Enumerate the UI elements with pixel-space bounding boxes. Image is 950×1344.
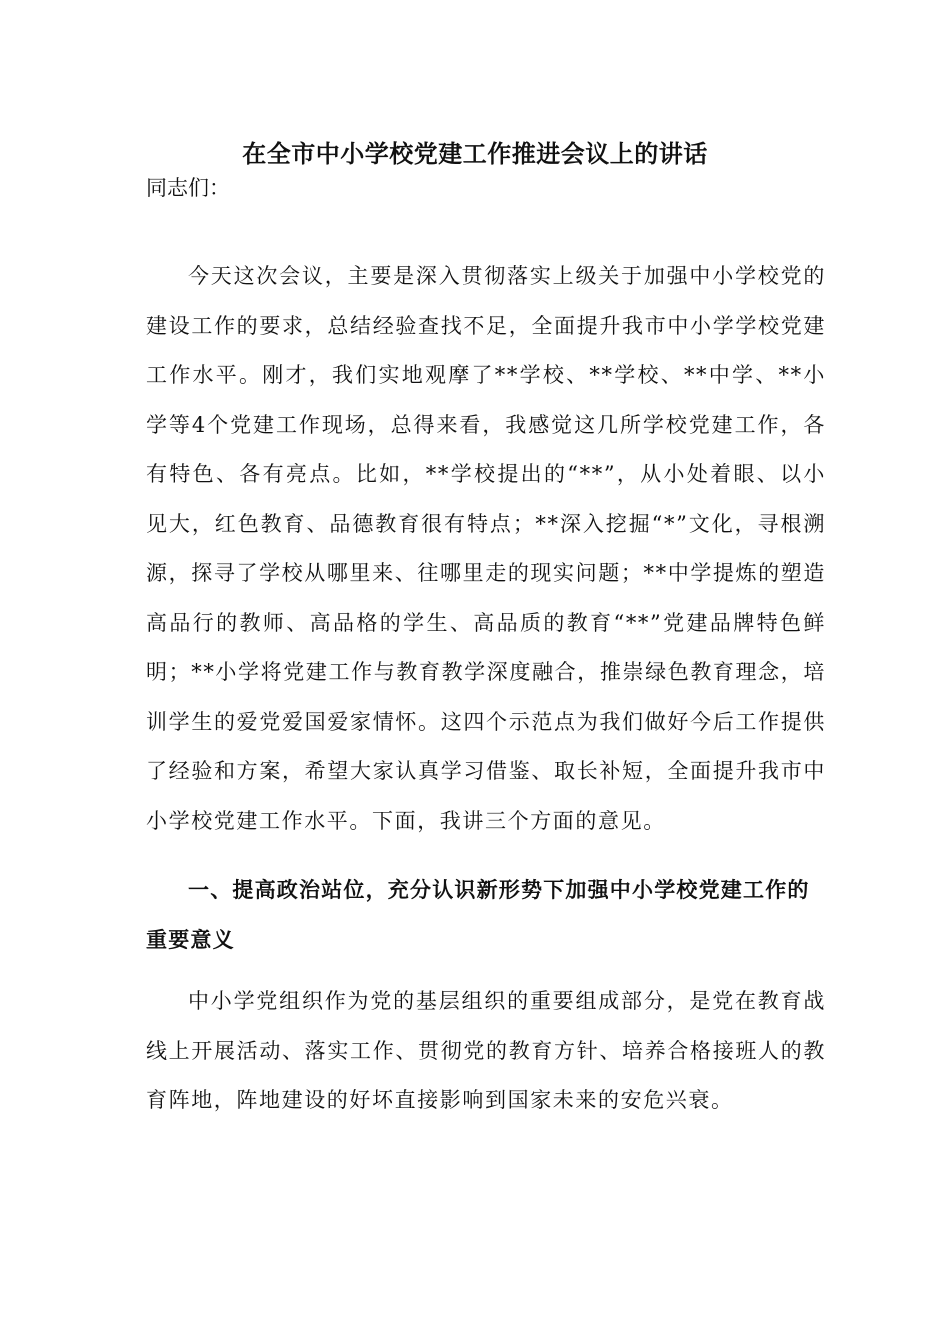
document-title: 在全市中小学校党建工作推进会议上的讲话 — [242, 139, 708, 168]
salutation: 同志们： — [146, 176, 230, 200]
paragraph-section-1: 中小学党组织作为党的基层组织的重要组成部分，是党在教育战线上开展活动、落实工作、贯彻党的教育方针、培养合格接班人的教育阵地，阵地建设的好坏直接影响到国家未来的安危兴衰。 — [146, 989, 826, 1112]
paragraph-intro: 今天这次会议，主要是深入贯彻落实上级关于加强中小学校党的建设工作的要求，总结经验查找不足，全面提升我市中小学学校党建工作水平。刚才，我们实地观摩了**学校、**学校、**中学、**小学等4个党建工作现场，总得来看，我感觉这几所学校党建工作，各有特色、各有亮点。比如，**学校提出的“**”，从小处着眼、以小见大，红色教育、品德教育很有特点；**深入挖掘“*”文化，寻根溯源，探寻了学校从哪里来、往哪里走的现实问题；**中学提炼的塑造高品行的教师、高品格的学生、高品质的教育“**”党建品牌特色鲜明；**小学将党建工作与教育教学深度融合，推崇绿色教育理念，培训学生的爱党爱国爱家情怀。这四个示范点为我们做好今后工作提供了经验和方案，希望大家认真学习借鉴、取长补短，全面提升我市中小学校党建工作水平。下面，我讲三个方面的意见。 — [146, 264, 826, 833]
section-heading-1: 一、提高政治站位，充分认识新形势下加强中小学校党建工作的重要意义 — [146, 877, 810, 952]
